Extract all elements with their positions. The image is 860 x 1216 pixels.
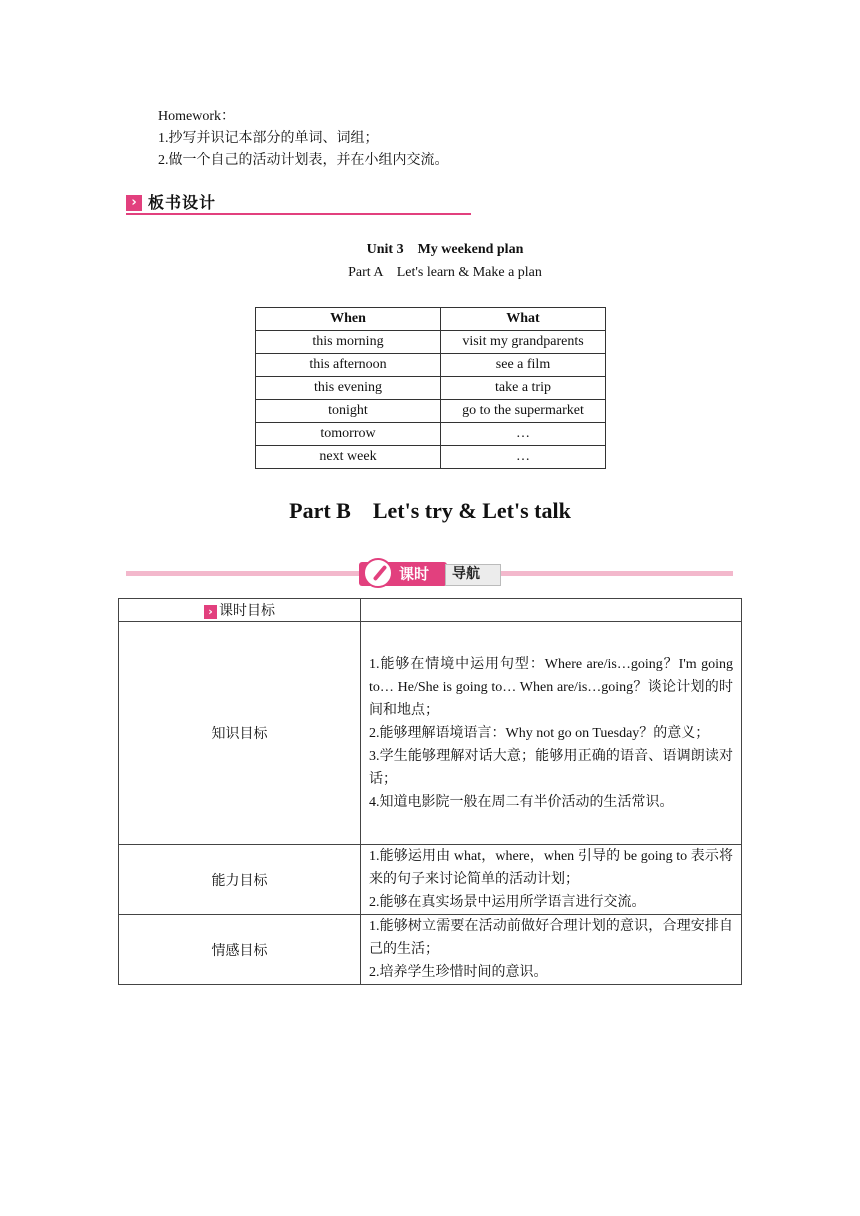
table-row [256, 400, 606, 423]
goals-header-label: 课时目标 [219, 604, 275, 619]
homework-item: 2.做一个自己的活动计划表，并在小组内交流。 [158, 153, 449, 168]
table-row [256, 377, 606, 400]
goal-line: 4.知道电影院一般在周二有半价活动的生活常识。 [369, 794, 674, 810]
board-title: Unit 3 My weekend plan [366, 242, 524, 257]
goal-label: 知识目标 [119, 622, 361, 845]
table-header-row [256, 308, 606, 331]
goals-header-cell [119, 599, 361, 622]
when-cell: this morning [256, 331, 441, 354]
goal-line: 2.培养学生珍惜时间的意识。 [369, 965, 548, 980]
goals-table [118, 598, 742, 985]
part-b-title: Part B Let's try & Let's talk [289, 498, 571, 523]
column-header-when: When [256, 308, 441, 331]
homework-heading: Homework： [158, 109, 235, 124]
chevron-right-icon: › [126, 195, 142, 211]
table-row [256, 331, 606, 354]
compass-needle [373, 565, 388, 581]
table-row [256, 354, 606, 377]
nav-divider-right [500, 571, 733, 576]
column-header-what: What [441, 308, 606, 331]
goal-line: 2.能够在真实场景中运用所学语言进行交流。 [369, 895, 646, 910]
goal-label: 能力目标 [119, 845, 361, 915]
compass-icon [363, 558, 393, 588]
goal-content [361, 622, 742, 845]
goal-line: 1.能够在情境中运用句型：Where are/is…going？I'm going to… He/She is going to… When are/is…going？谈论计划的时间和地点； [369, 656, 733, 718]
nav-badge [359, 562, 499, 586]
what-cell: … [441, 423, 606, 446]
when-cell: next week [256, 446, 441, 469]
nav-badge-label: 课时 [399, 565, 430, 583]
board-table [255, 307, 606, 469]
when-cell: tonight [256, 400, 441, 423]
what-cell: see a film [441, 354, 606, 377]
when-cell: this evening [256, 377, 441, 400]
section-underline [126, 213, 471, 215]
what-cell: visit my grandparents [441, 331, 606, 354]
goals-header-row [119, 599, 742, 622]
when-cell: this afternoon [256, 354, 441, 377]
goal-line: 1.能够树立需要在活动前做好合理计划的意识，合理安排自己的生活； [369, 919, 733, 957]
goals-row [119, 622, 742, 845]
goals-header-empty [361, 599, 742, 622]
goal-content [361, 845, 742, 915]
nav-divider-left [126, 571, 360, 576]
when-cell: tomorrow [256, 423, 441, 446]
goal-label: 情感目标 [119, 915, 361, 985]
section-heading-board [126, 193, 471, 216]
table-row [256, 423, 606, 446]
homework-item: 1.抄写并识记本部分的单词、词组； [158, 131, 379, 146]
goal-line: 1.能够运用由 what，where，when 引导的 be going to 表示将来的句子来讨论简单的活动计划； [369, 849, 733, 887]
goal-line: 3.学生能够理解对话大意；能够用正确的语音、语调朗读对话； [369, 748, 733, 787]
what-cell: go to the supermarket [441, 400, 606, 423]
goal-line: 2.能够理解语境语言：Why not go on Tuesday？的意义； [369, 725, 710, 741]
what-cell: … [441, 446, 606, 469]
goals-row [119, 845, 742, 915]
section-title: 板书设计 [148, 193, 217, 212]
goals-row [119, 915, 742, 985]
chevron-right-icon: › [204, 605, 217, 619]
board-subtitle: Part A Let's learn & Make a plan [348, 265, 542, 280]
homework-block [158, 106, 449, 172]
goal-content [361, 915, 742, 985]
what-cell: take a trip [441, 377, 606, 400]
nav-badge-label-secondary: 导航 [452, 566, 480, 582]
table-row [256, 446, 606, 469]
